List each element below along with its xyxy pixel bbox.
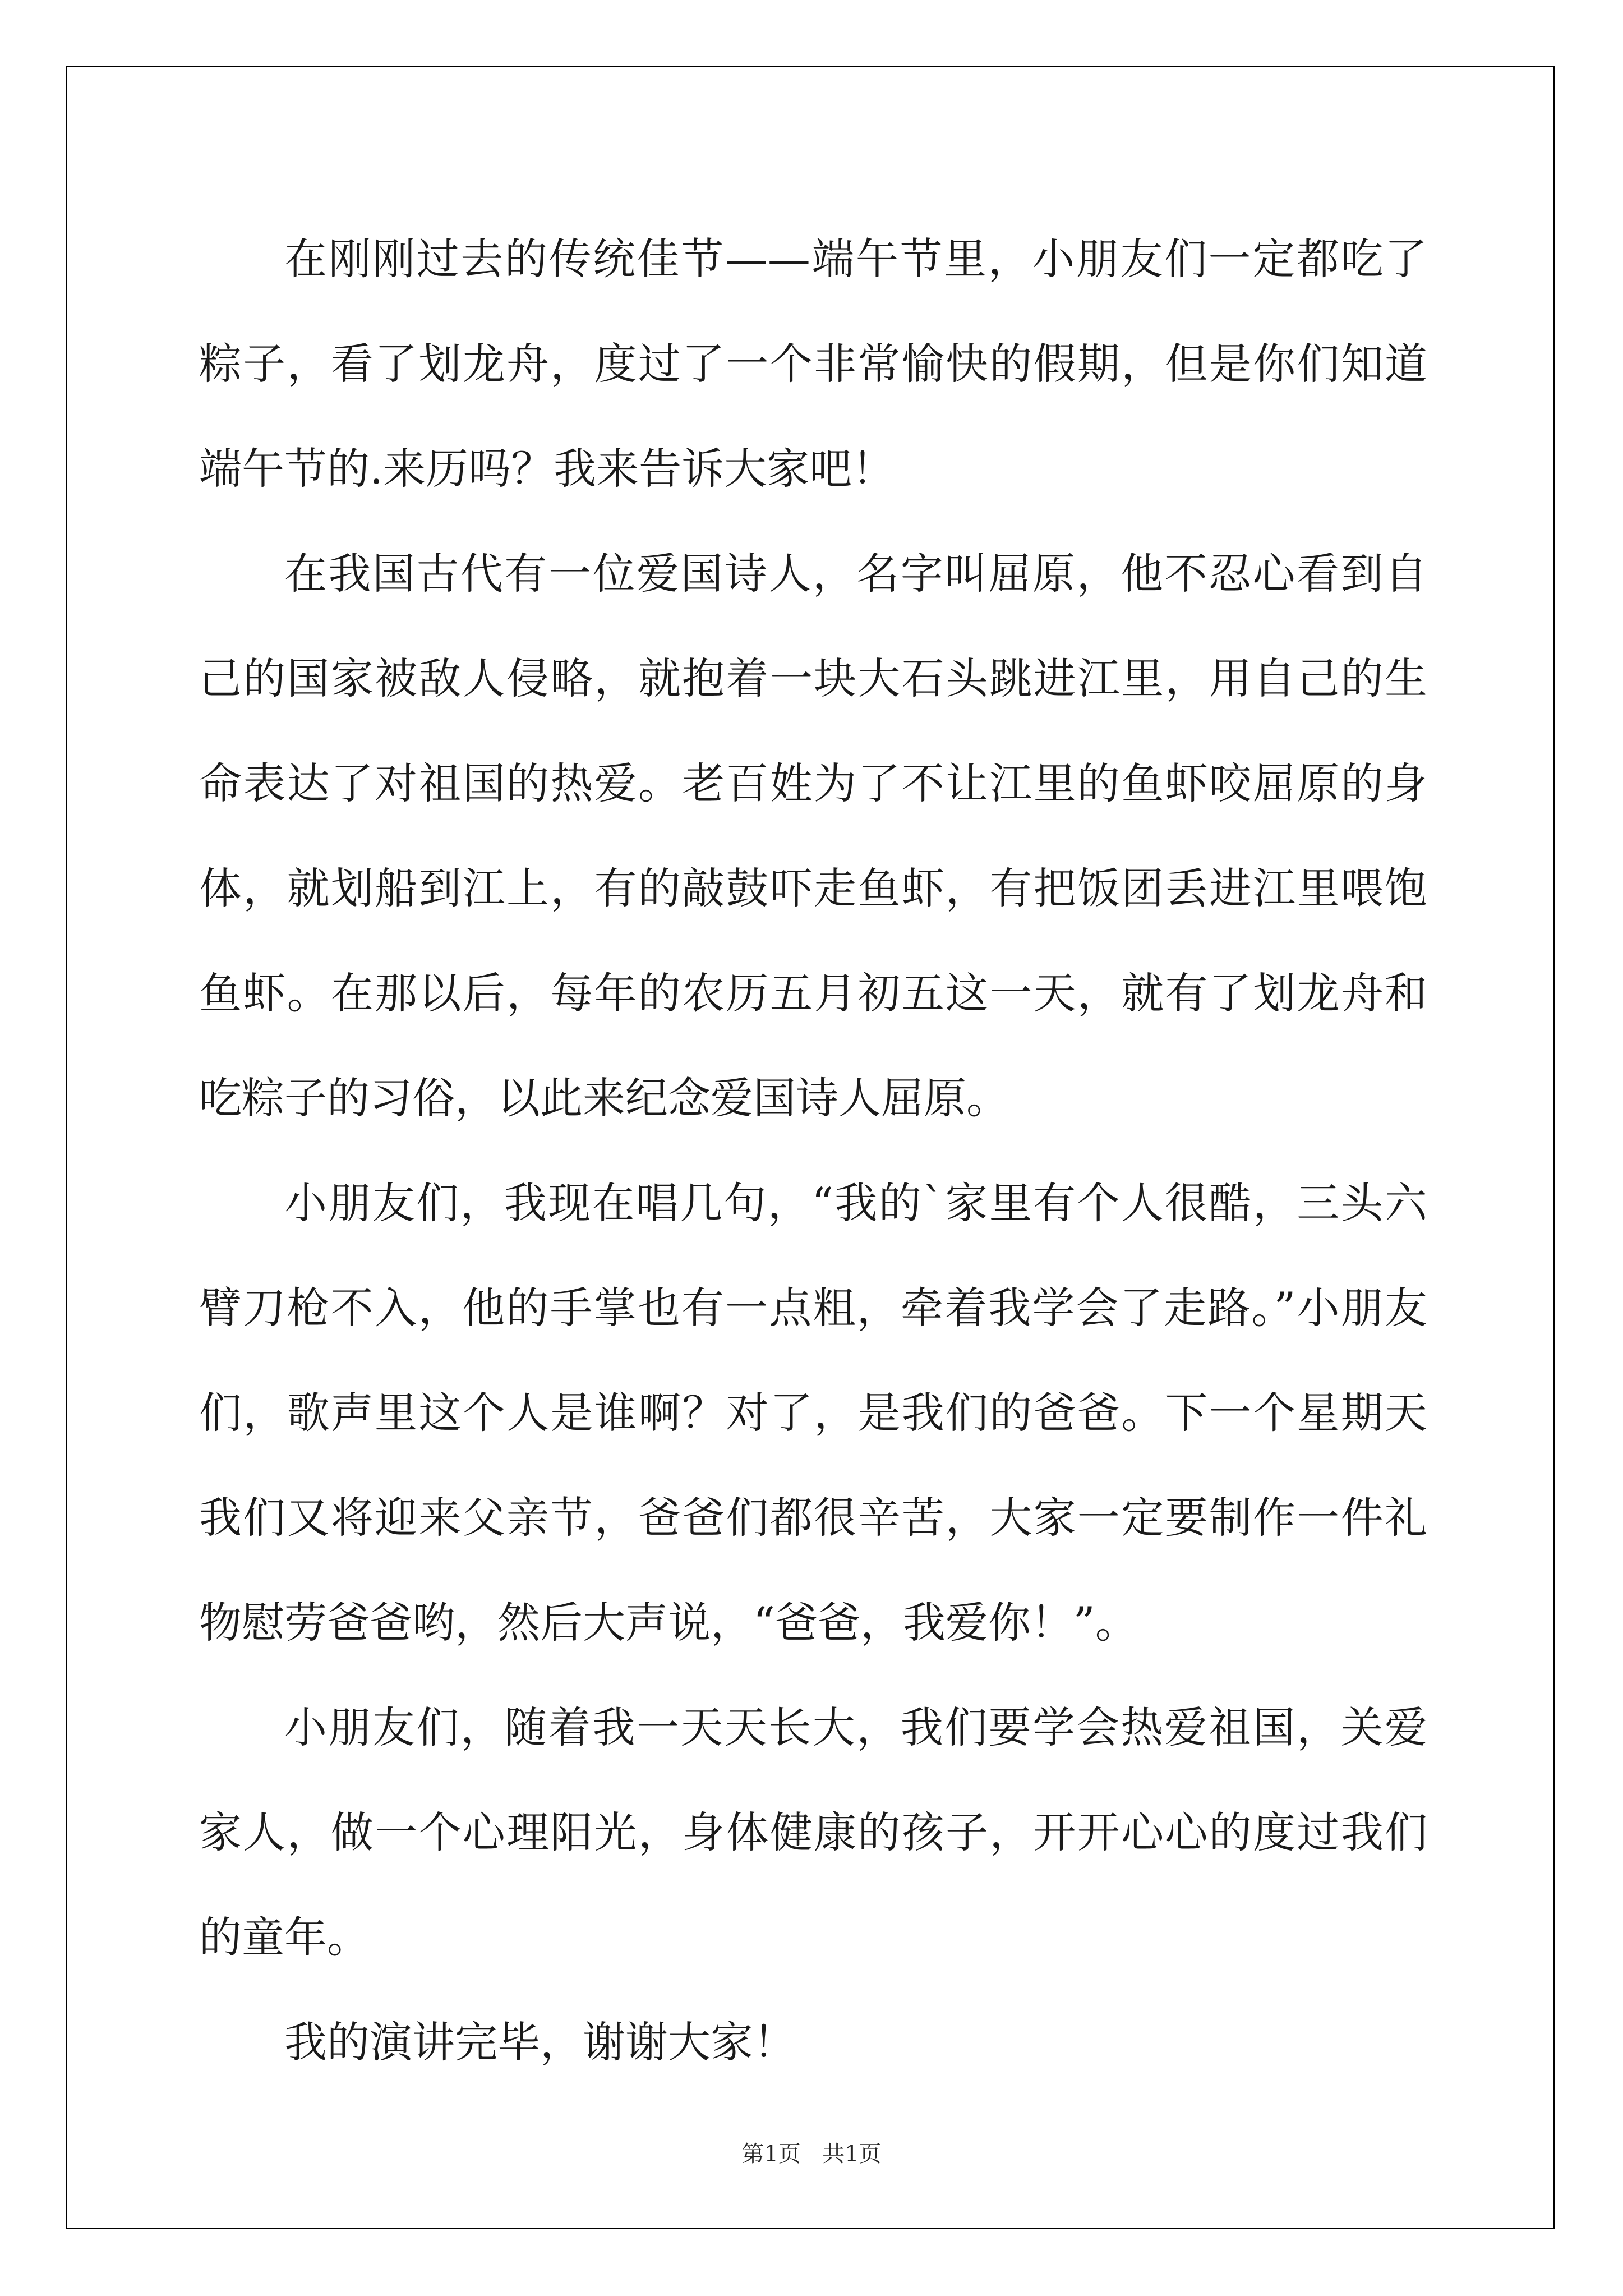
page-total: 共1页: [822, 2141, 882, 2167]
paragraph-closing: 我的演讲完毕，谢谢大家！: [284, 2017, 796, 2067]
document-body: [199, 206, 1427, 2095]
page-number: 第1页: [741, 2141, 801, 2167]
paragraph-quyuan-story: 在我国古代有一位爱国诗人，名字叫屈原，他不忍心看到自己的国家被敌人侵略，就抱着一块大石头跳进江里，用自己的生命表达了对祖国的热爱。老百姓为了不让江里的鱼虾咬屈原的身体，就划船到江上，有的敲鼓吓走鱼虾，有把饭团丢进江里喂饱鱼虾。在那以后，每年的农历五月初五这一天，就有了划龙舟和吃粽子的习俗，以此来纪念爱国诗人屈原。: [199, 549, 1427, 1123]
paragraph-growing-up: 小朋友们，随着我一天天长大，我们要学会热爱祖国，关爱家人，做一个心理阳光，身体健康的孩子，开开心心的度过我们的童年。: [199, 1703, 1427, 1962]
paragraph-intro: 在刚刚过去的传统佳节——端午节里，小朋友们一定都吃了粽子，看了划龙舟，度过了一个非常愉快的假期，但是你们知道端午节的.来历吗？我来告诉大家吧！: [199, 234, 1427, 494]
paragraph-fathers-day: 小朋友们，我现在唱几句，“我的`家里有个人很酷，三头六臂刀枪不入，他的手掌也有一点粗，牵着我学会了走路。”小朋友们，歌声里这个人是谁啊？对了，是我们的爸爸。下一个星期天我们又将迎来父亲节，爸爸们都很辛苦，大家一定要制作一件礼物慰劳爸爸哟，然后大声说，“爸爸，我爱你！”。: [199, 1178, 1427, 1648]
page-footer: [0, 2136, 1623, 2168]
